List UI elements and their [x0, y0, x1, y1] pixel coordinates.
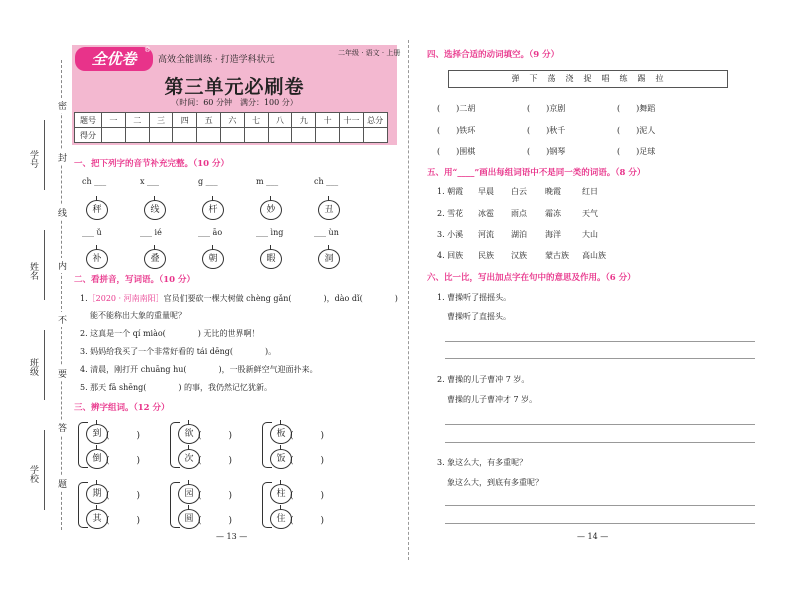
page-title: 第三单元必刷卷	[164, 76, 305, 98]
section-6-title: 六、比一比，写出加点字在句中的意思及作用。（6 分）	[427, 273, 636, 283]
word-item[interactable]: 2. 雪花	[437, 209, 464, 218]
seal-char: 题	[58, 476, 67, 491]
score-entry[interactable]	[339, 128, 363, 143]
word-item[interactable]: 雨点	[511, 209, 527, 218]
registered-mark: ®	[144, 46, 151, 54]
apple-char: 妙	[260, 200, 282, 220]
apple-char: 杆	[202, 200, 224, 220]
word-blank[interactable]: ( )	[106, 491, 141, 501]
answer-line[interactable]	[445, 358, 755, 359]
verb-blank[interactable]: ( )二胡	[437, 104, 476, 113]
pinyin-blank[interactable]: x ___	[140, 177, 160, 186]
name-line	[44, 230, 45, 300]
label-class: 班级	[28, 358, 38, 376]
word-blank[interactable]: ( )	[290, 516, 325, 526]
pinyin-blank[interactable]: ___ āo	[198, 228, 223, 237]
sentence-b: 曹操的儿子曹冲才 7 岁。	[447, 395, 538, 404]
score-value-row	[75, 128, 388, 143]
score-entry[interactable]	[125, 128, 149, 143]
class-line	[44, 330, 45, 400]
score-cell: 八	[268, 113, 292, 128]
word-blank[interactable]: ( )	[198, 456, 233, 466]
verb-blank[interactable]: ( )围棋	[437, 147, 476, 156]
apple-char: 丑	[318, 200, 340, 220]
apple-char: 园	[178, 484, 200, 504]
word-item[interactable]: 海洋	[545, 230, 561, 239]
apple-char: 欲	[178, 424, 200, 444]
pinyin-blank[interactable]: ch ___	[82, 177, 107, 186]
word-item[interactable]: 白云	[511, 187, 527, 196]
word-blank[interactable]: ( )	[290, 491, 325, 501]
question-2-5[interactable]: 5. 那天 fā shēng( ) 的事，我仍然记忆犹新。	[80, 383, 273, 392]
seal-char: 线	[58, 205, 67, 220]
source-tag: ［2020 · 河南南阳］	[87, 294, 164, 303]
verb-blank[interactable]: ( )钢琴	[527, 147, 566, 156]
page-divider	[408, 40, 409, 560]
score-cell: 题号	[75, 113, 102, 128]
section-1-title: 一、把下列字的音节补充完整。（10 分）	[74, 159, 230, 169]
verb-blank[interactable]: ( )京剧	[527, 104, 566, 113]
word-blank[interactable]: ( )	[198, 431, 233, 441]
word-item[interactable]: 红日	[582, 187, 598, 196]
apple-char: 圆	[178, 509, 200, 529]
question-text[interactable]: 官员们要砍一棵大树做 chèng gǎn( )，dào dǐ( )	[163, 294, 398, 303]
apple-char: 秤	[86, 200, 108, 220]
score-cell: 四	[173, 113, 197, 128]
score-entry[interactable]	[316, 128, 340, 143]
slogan: 高效全能训练 · 打造学科状元	[158, 55, 275, 65]
apple-char: 洞	[318, 249, 340, 269]
score-cell: 二	[125, 113, 149, 128]
pinyin-blank[interactable]: ___ ùn	[314, 228, 339, 237]
apple-char: 线	[144, 200, 166, 220]
pinyin-blank[interactable]: ___ ìng	[256, 228, 284, 237]
pinyin-blank[interactable]: g ___	[198, 177, 218, 186]
word-item[interactable]: 天气	[582, 209, 598, 218]
seal-char: 密	[58, 98, 67, 113]
seal-char: 封	[58, 150, 67, 165]
apple-char: 暇	[260, 249, 282, 269]
word-blank[interactable]: ( )	[290, 456, 325, 466]
word-item[interactable]: 1. 朝霞	[437, 187, 464, 196]
word-blank[interactable]: ( )	[198, 516, 233, 526]
apple-char: 住	[270, 509, 292, 529]
seal-char: 不	[58, 312, 67, 327]
pinyin-blank[interactable]: ___ ǔ	[82, 228, 102, 237]
answer-line[interactable]	[445, 442, 755, 443]
verb-blank[interactable]: ( )舞蹈	[617, 104, 656, 113]
score-cell: 十一	[339, 113, 363, 128]
apple-char: 倒	[86, 449, 108, 469]
apple-char: 期	[86, 484, 108, 504]
page-number-left: — 13 —	[216, 532, 248, 541]
word-blank[interactable]: ( )	[198, 491, 233, 501]
sentence-a: 1. 曹操听了摇摇头。	[437, 293, 512, 302]
score-cell: 一	[102, 113, 126, 128]
question-2-1	[80, 293, 398, 304]
score-table	[74, 112, 388, 143]
section-2-title: 二、看拼音，写词语。（10 分）	[74, 275, 196, 285]
word-item[interactable]: 晚霞	[545, 187, 561, 196]
pinyin-blank[interactable]: ch ___	[314, 177, 339, 186]
verb-blank[interactable]: ( )秋千	[527, 126, 566, 135]
sentence-b: 象这么大，到底有多重呢？	[447, 478, 543, 487]
answer-line[interactable]	[445, 505, 755, 506]
score-cell: 得分	[75, 128, 102, 143]
section-5-title: 五、用“____”画出每组词语中不是同一类的词语。（8 分）	[427, 168, 646, 178]
page-number-right: — 14 —	[577, 532, 609, 541]
apple-char: 板	[270, 424, 292, 444]
word-blank[interactable]: ( )	[290, 431, 325, 441]
word-item[interactable]: 3. 小溪	[437, 230, 464, 239]
label-student-id: 学号	[28, 150, 38, 168]
word-item[interactable]: 河流	[478, 230, 494, 239]
school-line	[44, 430, 45, 510]
brand-logo: 全优卷	[75, 47, 153, 71]
label-name: 姓名	[28, 262, 38, 280]
word-item[interactable]: 4. 回族	[437, 251, 464, 260]
word-item[interactable]: 大山	[582, 230, 598, 239]
student-id-line	[44, 120, 45, 190]
score-entry[interactable]	[292, 128, 316, 143]
apple-char: 次	[178, 449, 200, 469]
word-item[interactable]: 汉族	[511, 251, 527, 260]
score-cell: 七	[244, 113, 268, 128]
sentence-a: 2. 曹操的儿子曹冲 7 岁。	[437, 375, 530, 384]
question-2-3[interactable]: 3. 妈妈给我买了一个非常好看的 tái dēng( )。	[80, 347, 277, 356]
fold-line	[61, 60, 62, 530]
score-cell: 总分	[363, 113, 387, 128]
word-item[interactable]: 湖泊	[511, 230, 527, 239]
verb-blank[interactable]: ( )足球	[617, 147, 656, 156]
score-cell: 十	[316, 113, 340, 128]
verb-blank[interactable]: ( )泥人	[617, 126, 656, 135]
score-entry[interactable]	[197, 128, 221, 143]
section-4-title: 四、选择合适的动词填空。（9 分）	[427, 50, 560, 60]
word-bank: 弹 下 荡 浇 捉 唱 练 踢 拉	[448, 70, 728, 88]
pinyin-blank[interactable]: ___ ié	[140, 228, 162, 237]
sentence-a: 3. 象这么大，有多重呢？	[437, 458, 528, 467]
score-cell: 六	[220, 113, 244, 128]
word-blank[interactable]: ( )	[106, 431, 141, 441]
score-entry[interactable]	[244, 128, 268, 143]
apple-char: 朝	[202, 249, 224, 269]
score-header-row	[75, 113, 388, 128]
seal-char: 要	[58, 366, 67, 381]
seal-char: 内	[58, 258, 67, 273]
question-number: 1.	[80, 294, 88, 303]
apple-char: 到	[86, 424, 108, 444]
word-item[interactable]: 高山族	[582, 251, 606, 260]
word-item[interactable]: 霜冻	[545, 209, 561, 218]
section-3-title: 三、辨字组词。（12 分）	[74, 403, 170, 413]
answer-line[interactable]	[445, 424, 755, 425]
score-entry[interactable]	[220, 128, 244, 143]
apple-char: 饭	[270, 449, 292, 469]
score-cell: 九	[292, 113, 316, 128]
binding-strip	[0, 0, 70, 589]
question-2-2[interactable]: 2. 这真是一个 qí miào( ) 无比的世界啊！	[80, 329, 260, 338]
answer-line[interactable]	[445, 523, 755, 524]
word-blank[interactable]: ( )	[106, 516, 141, 526]
score-cell: 五	[197, 113, 221, 128]
score-entry[interactable]	[102, 128, 126, 143]
apple-char: 柱	[270, 484, 292, 504]
answer-line[interactable]	[445, 341, 755, 342]
label-school: 学校	[28, 465, 38, 483]
word-item[interactable]: 民族	[478, 251, 494, 260]
word-item[interactable]: 早晨	[478, 187, 494, 196]
word-item[interactable]: 冰雹	[478, 209, 494, 218]
word-item[interactable]: 蒙古族	[545, 251, 569, 260]
score-entry[interactable]	[363, 128, 387, 143]
score-entry[interactable]	[268, 128, 292, 143]
seal-char: 答	[58, 420, 67, 435]
verb-blank[interactable]: ( )铁环	[437, 126, 476, 135]
apple-char: 叠	[144, 249, 166, 269]
score-entry[interactable]	[149, 128, 173, 143]
sentence-b: 曹操听了直摇头。	[447, 312, 511, 321]
question-2-4[interactable]: 4. 清晨，刚打开 chuāng hu( )，一股新鲜空气迎面扑来。	[80, 365, 318, 374]
grade-label: 二年级 · 语文 · 上册	[338, 49, 401, 57]
apple-char: 其	[86, 509, 108, 529]
word-blank[interactable]: ( )	[106, 456, 141, 466]
score-cell: 三	[149, 113, 173, 128]
score-entry[interactable]	[173, 128, 197, 143]
exam-info: （时间：60 分钟 满分：100 分）	[171, 98, 298, 107]
pinyin-blank[interactable]: m ___	[256, 177, 279, 186]
question-2-1-cont: 能不能称出大象的重量呢？	[90, 311, 186, 320]
apple-char: 补	[86, 249, 108, 269]
